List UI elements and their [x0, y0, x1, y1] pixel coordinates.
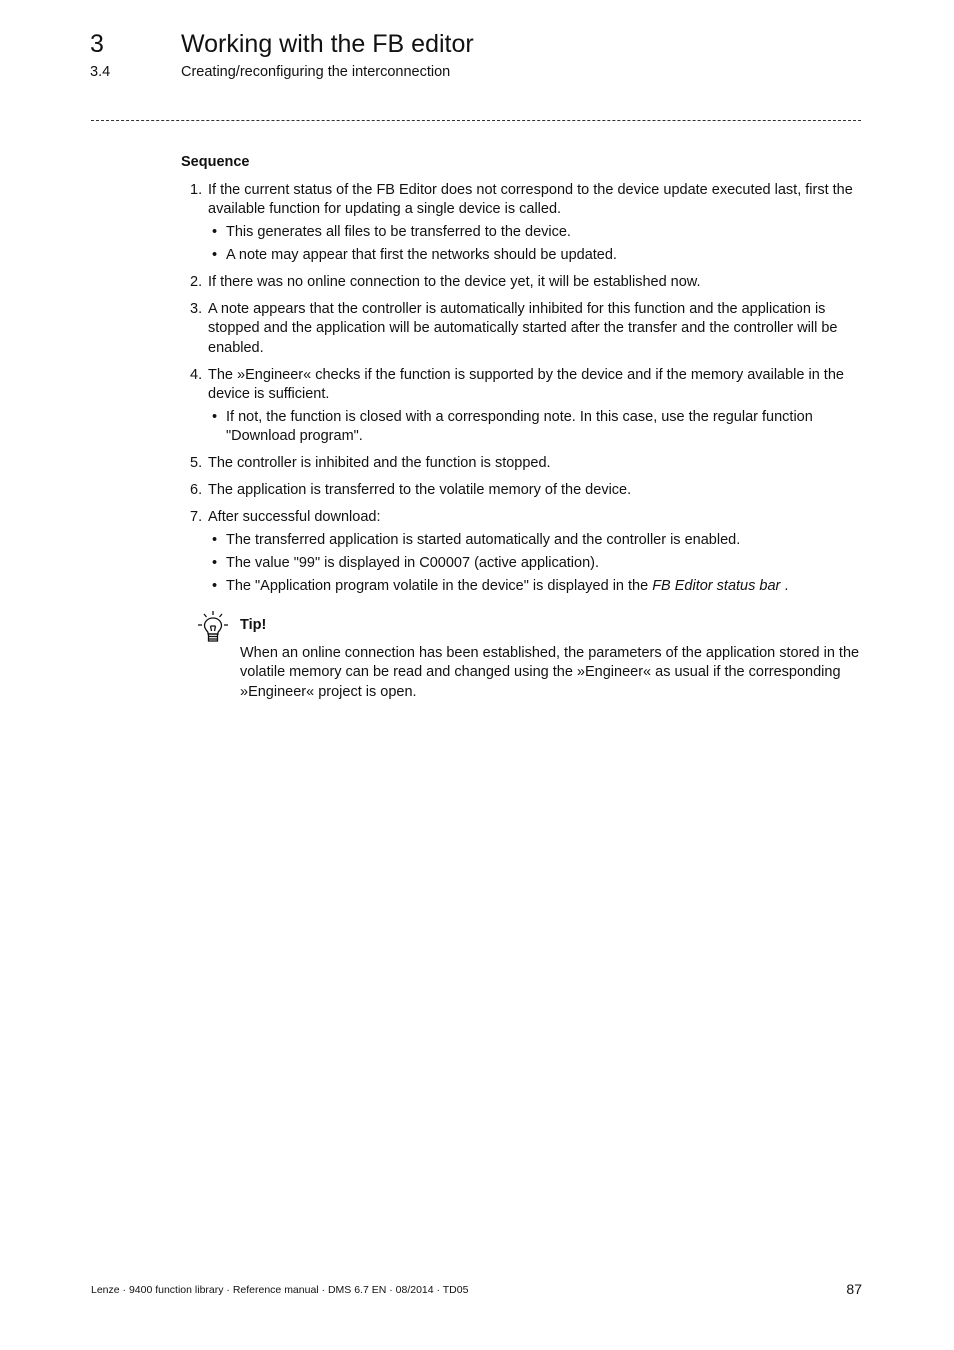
- bullet-icon: •: [212, 408, 218, 425]
- bullet-item: [208, 408, 865, 447]
- header-divider: [91, 120, 861, 121]
- step-item: [181, 366, 865, 447]
- step-bullets: [208, 408, 865, 447]
- step-text: The »Engineer« checks if the function is supported by the device and if the memory available in the device is sufficient.: [208, 366, 844, 402]
- bullet-text-prefix: The "Application program volatile in the device" is displayed in the: [226, 577, 653, 594]
- page-number: 87: [846, 1281, 862, 1297]
- bullet-icon: •: [212, 554, 218, 571]
- step-item: [181, 273, 865, 293]
- lightbulb-icon: [196, 610, 230, 644]
- tip-box: [181, 616, 865, 702]
- bullet-text-suffix: .: [780, 577, 789, 594]
- step-item: [181, 454, 865, 474]
- chapter-number: 3: [90, 30, 104, 58]
- bullet-item: [208, 554, 865, 574]
- step-number: 4.: [190, 366, 203, 383]
- tip-title: Tip!: [240, 617, 267, 633]
- step-number: 6.: [190, 482, 203, 498]
- step-item: [181, 300, 865, 359]
- step-number: 1.: [190, 181, 203, 198]
- bullet-text: The transferred application is started automatically and the controller is enabled.: [226, 531, 741, 548]
- bullet-icon: •: [212, 246, 218, 263]
- step-text: If there was no online connection to the device yet, it will be established now.: [208, 273, 701, 290]
- step-item: [181, 508, 865, 596]
- step-item: [181, 181, 865, 266]
- step-number: 7.: [190, 509, 203, 525]
- bullet-icon: •: [212, 577, 218, 594]
- bullet-text: This generates all files to be transferred to the device.: [226, 223, 571, 240]
- step-text: The application is transferred to the volatile memory of the device.: [208, 482, 632, 498]
- sequence-heading: Sequence: [181, 154, 250, 170]
- bullet-text: The value "99" is displayed in C00007 (active application).: [226, 554, 600, 571]
- bullet-text: If not, the function is closed with a corresponding note. In this case, use the regular function "Download program".: [226, 408, 813, 444]
- step-text: If the current status of the FB Editor does not correspond to the device update executed last, first the available function for updating a single device is called.: [208, 181, 853, 217]
- footer-document-info: Lenze · 9400 function library · Reference manual · DMS 6.7 EN · 08/2014 · TD05: [91, 1284, 469, 1296]
- bullet-item: [208, 577, 865, 597]
- fb-editor-status-bar-link[interactable]: FB Editor status bar: [652, 577, 781, 594]
- bullet-item: [208, 223, 865, 243]
- step-text: A note appears that the controller is automatically inhibited for this function and the application is stopped and the application will be automatically started after the transfer and the controller will be enabled.: [208, 300, 838, 356]
- sequence-steps: [181, 181, 865, 597]
- step-text: After successful download:: [208, 509, 381, 525]
- step-item: [181, 481, 865, 501]
- tip-text: When an online connection has been established, the parameters of the application stored in the volatile memory can be read and changed using the »Engineer« as usual if the corresponding »Engineer« project is open.: [240, 644, 860, 700]
- step-number: 5.: [190, 455, 203, 471]
- bullet-text: A note may appear that first the networks should be updated.: [226, 246, 617, 263]
- step-bullets: [208, 531, 865, 597]
- bullet-item: [208, 246, 865, 266]
- section-number: 3.4: [90, 64, 111, 80]
- step-bullets: [208, 223, 865, 266]
- bullet-item: [208, 531, 865, 551]
- step-number: 2.: [190, 273, 203, 290]
- bullet-icon: •: [212, 223, 218, 240]
- step-number: 3.: [190, 300, 203, 317]
- section-title: Creating/reconfiguring the interconnection: [181, 64, 451, 80]
- bullet-icon: •: [212, 531, 218, 548]
- main-content: [181, 153, 865, 702]
- step-text: The controller is inhibited and the function is stopped.: [208, 455, 551, 471]
- chapter-title: Working with the FB editor: [181, 30, 474, 58]
